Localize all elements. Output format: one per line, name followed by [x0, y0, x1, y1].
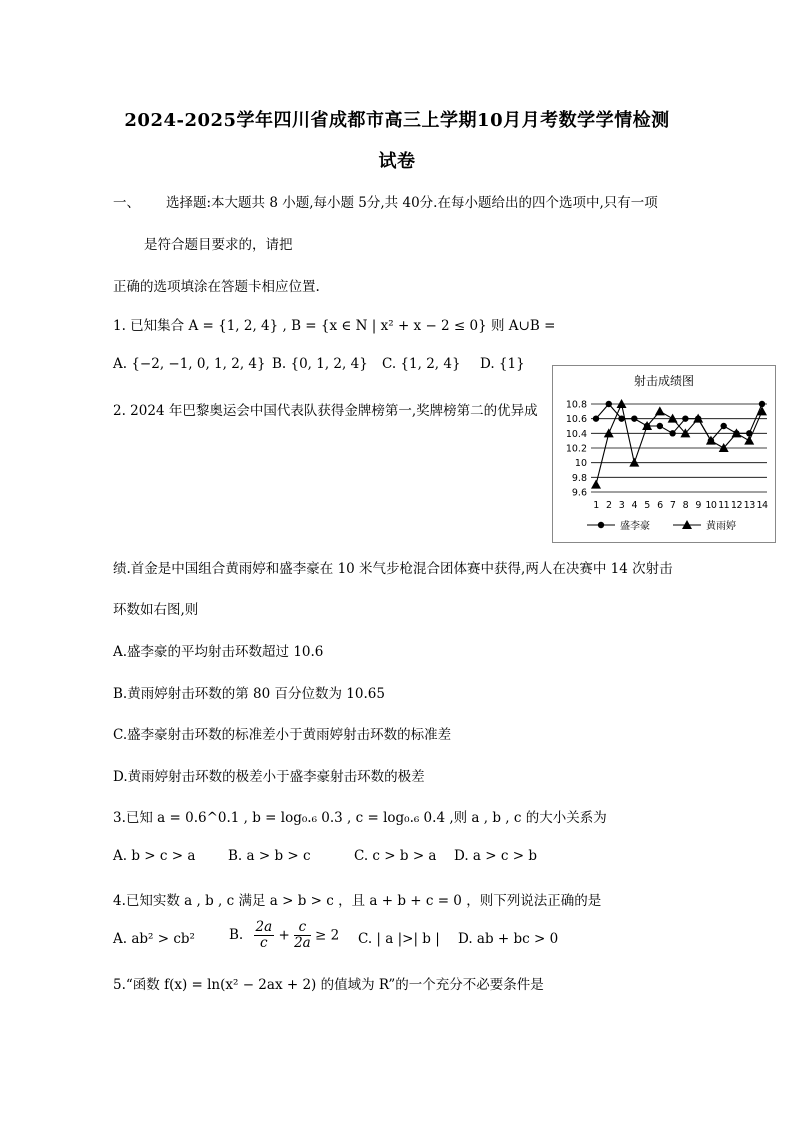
section-instructions-3: 正确的选项填涂在答题卡相应位置. [113, 279, 320, 295]
data-point-triangle [617, 399, 627, 408]
q4-option-b: B. $\frac{2a}{c}$ + $\frac{c}{2a}$ ≥ 2 [229, 919, 340, 951]
q3-option-d: D. a > c > b [454, 848, 537, 864]
question-2-stem-2: 绩.首金是中国组合黄雨婷和盛李豪在 10 米气步枪混合团体赛中获得,两人在决赛中 14 次射击 [113, 561, 673, 577]
y-tick-label: 10.2 [565, 443, 587, 455]
q4-option-b-label: B. [229, 926, 244, 943]
q2-option-b: B.黄雨婷射击环数的第 80 百分位数为 10.65 [113, 686, 385, 702]
fraction-2a-over-c: $\frac{2a}{c}$ [255, 919, 273, 951]
section-instructions: 选择题:本大题共 8 小题,每小题 5分,共 40分.在每小题给出的四个选项中,只有一项 [166, 195, 658, 211]
q3-option-b: B. a > b > c [228, 848, 311, 864]
x-tick-label: 11 [718, 500, 730, 511]
q4-option-b-rel: ≥ 2 [315, 927, 340, 944]
chart-plot [553, 366, 775, 542]
data-point-triangle [655, 406, 665, 415]
q2-option-c: C.盛李豪射击环数的标准差小于黄雨婷射击环数的标准差 [113, 727, 452, 743]
question-4-stem: 4.已知实数 a , b , c 满足 a > b > c ，且 a + b + c = 0 ，则下列说法正确的是 [113, 893, 602, 909]
section-number: 一、 [113, 195, 140, 211]
y-tick-label: 10.8 [565, 399, 587, 411]
x-tick-label: 1 [593, 500, 599, 511]
q4-option-c: C. | a |>| b | [358, 931, 440, 947]
data-point-triangle [591, 480, 601, 489]
q1-option-c: C. {1, 2, 4} [382, 356, 461, 372]
q1-option-b: B. {0, 1, 2, 4} [272, 356, 368, 372]
shooting-score-chart [552, 365, 776, 543]
y-tick-label: 10.6 [565, 414, 587, 426]
data-point-triangle [668, 414, 678, 423]
q1-option-d: D. {1} [480, 356, 525, 372]
y-tick-label: 9.8 [571, 472, 587, 484]
fraction-c-over-2a: $\frac{c}{2a}$ [294, 919, 311, 951]
x-tick-label: 6 [657, 500, 663, 511]
question-2-stem-3: 环数如右图,则 [113, 602, 199, 618]
x-tick-label: 9 [695, 500, 701, 511]
question-3-stem: 3.已知 a = 0.6^0.1 , b = log₀.₆ 0.3 , c = log₀.₆ 0.4 ,则 a , b , c 的大小关系为 [113, 810, 607, 826]
data-point-triangle [629, 458, 639, 467]
data-point-circle [631, 415, 637, 421]
question-5-stem: 5.“函数 f(x) = ln(x² − 2ax + 2) 的值域为 R”的一个充分不必要条件是 [113, 977, 544, 993]
x-tick-label: 7 [669, 500, 676, 511]
data-point-triangle [744, 436, 754, 445]
q2-option-a: A.盛李豪的平均射击环数超过 10.6 [113, 644, 324, 660]
y-tick-label: 9.6 [571, 487, 587, 499]
x-tick-label: 4 [631, 500, 638, 511]
data-point-triangle [604, 428, 614, 437]
q4-option-a: A. ab² > cb² [113, 931, 195, 947]
paper-title: 2024-2025学年四川省成都市高三上学期10月月考数学学情检测 [124, 110, 670, 131]
q3-option-a: A. b > c > a [113, 848, 196, 864]
chart-title: 射击成绩图 [633, 374, 694, 388]
data-point-circle [682, 415, 688, 421]
data-point-circle [593, 415, 599, 421]
x-tick-label: 10 [705, 500, 717, 511]
x-tick-label: 12 [730, 500, 743, 511]
paper-title-line2: 试卷 [378, 151, 416, 172]
x-tick-label: 14 [756, 500, 768, 511]
data-point-circle [759, 401, 765, 407]
y-tick-label: 10.4 [565, 428, 587, 440]
data-point-circle [669, 430, 675, 436]
q3-option-c: C. c > b > a [354, 848, 437, 864]
x-tick-label: 8 [682, 500, 689, 511]
legend-marker-circle [598, 522, 604, 528]
question-1-stem: 1. 已知集合 A = {1, 2, 4} , B = {x ∈ N | x² + x − 2 ≤ 0} 则 A∪B = [113, 318, 556, 334]
x-tick-label: 5 [644, 500, 650, 511]
data-point-circle [606, 401, 612, 407]
data-point-circle [657, 423, 663, 429]
y-tick-label: 10 [574, 458, 587, 470]
legend-label: 盛李豪 [620, 521, 650, 532]
section-instructions-2: 是符合题目要求的，请把 [144, 237, 293, 253]
x-tick-label: 13 [743, 500, 755, 511]
q2-option-d: D.黄雨婷射击环数的极差小于盛李豪射击环数的极差 [113, 769, 425, 785]
legend-label: 黄雨婷 [706, 521, 736, 532]
data-point-circle [720, 423, 726, 429]
q1-option-a: A. {−2, −1, 0, 1, 2, 4} [113, 356, 266, 372]
q4-option-d: D. ab + bc > 0 [458, 931, 559, 947]
question-2-stem-1: 2. 2024 年巴黎奥运会中国代表队获得金牌榜第一,奖牌榜第二的优异成 [113, 403, 538, 419]
x-tick-label: 2 [605, 500, 612, 511]
x-tick-label: 3 [618, 500, 625, 511]
